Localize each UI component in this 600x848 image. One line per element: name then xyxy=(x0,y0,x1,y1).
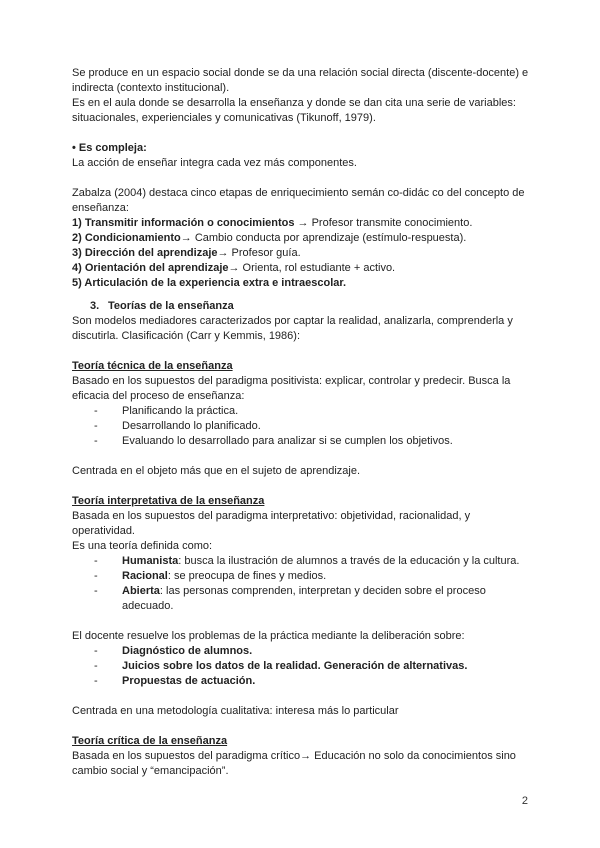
document-body xyxy=(72,66,532,779)
list-item: - Racional: se preocupa de fines y medios. xyxy=(94,570,327,582)
critica-heading: Teoría crítica de la enseñanza xyxy=(72,735,228,747)
stage-item: 2) Condicionamiento→ Cambio conducta por aprendizaje (estímulo-respuesta). xyxy=(72,232,467,244)
interpretativa-text: Basada en los supuestos del paradigma interpretativo: objetividad, racionalidad, y operatividad. xyxy=(72,510,471,537)
interpretativa-text-2: Es una teoría definida como: xyxy=(72,540,213,552)
compleja-heading: • Es compleja: xyxy=(72,142,147,154)
docente-text: El docente resuelve los problemas de la práctica mediante la deliberación sobre: xyxy=(72,630,465,642)
stage-item: 1) Transmitir información o conocimientos → Profesor transmite conocimiento. xyxy=(72,217,473,229)
list-item: - Juicios sobre los datos de la realidad. Generación de alternativas. xyxy=(94,660,468,672)
teorias-text: Son modelos mediadores caracterizados por captar la realidad, analizarla, comprenderla y discutirla. Clasificación (Carr y Kemmis, 1986): xyxy=(72,315,513,342)
list-item: - Evaluando lo desarrollado para analizar si se cumplen los objetivos. xyxy=(94,435,453,447)
stage-item: 4) Orientación del aprendizaje→ Orienta, rol estudiante + activo. xyxy=(72,262,396,274)
list-item: - Diagnóstico de alumnos. xyxy=(94,645,253,657)
stage-item: 5) Articulación de la experiencia extra e intraescolar. xyxy=(72,277,347,289)
stage-item: 3) Dirección del aprendizaje→ Profesor guía. xyxy=(72,247,301,259)
tecnica-closing: Centrada en el objeto más que en el sujeto de aprendizaje. xyxy=(72,465,361,477)
list-item: - Planificando la práctica. xyxy=(94,405,239,417)
list-item: - Humanista: busca la ilustración de alumnos a través de la educación y la cultura. xyxy=(94,555,520,567)
list-item: - Propuestas de actuación. xyxy=(94,675,256,687)
zabalza-text: Zabalza (2004) destaca cinco etapas de enriquecimiento semán co-didác co del concepto de enseñanza: xyxy=(72,187,525,214)
intro-paragraph-1: Se produce en un espacio social donde se da una relación social directa (discente-docente) e indirecta (contexto institucional). xyxy=(72,67,529,94)
tecnica-heading: Teoría técnica de la enseñanza xyxy=(72,360,233,372)
list-item: - Abierta: las personas comprenden, interpretan y deciden sobre el proceso adecuado. xyxy=(94,585,486,612)
interpretativa-heading: Teoría interpretativa de la enseñanza xyxy=(72,495,265,507)
intro-paragraph-2: Es en el aula donde se desarrolla la enseñanza y donde se dan cita una serie de variables: situacionales, experienciales y comunicativas (Tikunoff, 1979). xyxy=(72,97,516,124)
page-number: 2 xyxy=(521,795,528,807)
critica-text: Basada en los supuestos del paradigma crítico→ Educación no solo da conocimientos sino cambio social y “emancipación”. xyxy=(72,750,516,777)
section-heading: 3. Teorías de la enseñanza xyxy=(90,300,234,312)
interpretativa-closing: Centrada en una metodología cualitativa: interesa más lo particular xyxy=(72,705,399,717)
compleja-text: La acción de enseñar integra cada vez más componentes. xyxy=(72,157,357,169)
list-item: - Desarrollando lo planificado. xyxy=(94,420,261,432)
tecnica-text: Basado en los supuestos del paradigma positivista: explicar, controlar y predecir. Busca la eficacia del proceso de enseñanza: xyxy=(72,375,511,402)
